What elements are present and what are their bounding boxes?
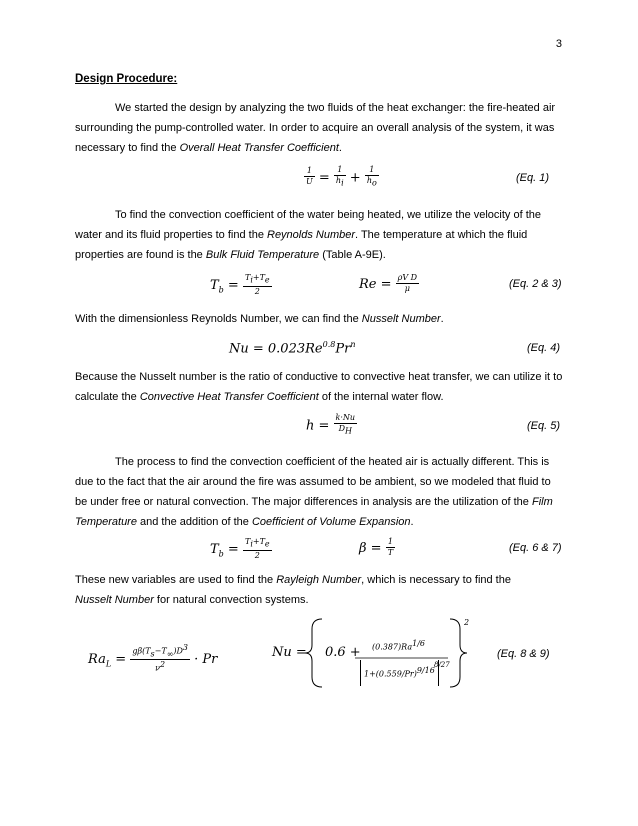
paragraph-5: The process to find the convection coefficient of the heated air is actually different. This is due to the fact that the air around the fire was assumed to be ambient, so we modeled that fluid to be under free or natural convection. The major differences in analysis are the utilization of the Film Temperature and the addition of the Coefficient of Volume Expansion. bbox=[75, 456, 553, 528]
equation-9: Nu = 0.6 + $(0.387)Ra^{1/6}$ $1+(0.559/Pr)^{9/16}$ 8/27 2 bbox=[268, 615, 478, 691]
section-heading: Design Procedure: bbox=[75, 73, 178, 85]
paragraph-3: With the dimensionless Reynolds Number, we can find the Nusselt Number. bbox=[75, 313, 444, 325]
equation-label-2-3: (Eq. 2 & 3) bbox=[509, 278, 562, 290]
equation-5: h = $\frac{k\cdot Nu}{D_H}$ bbox=[306, 413, 356, 436]
paragraph-6: These new variables are used to find the Rayleigh Number, which is necessary to find the Nusselt Number for natural convection systems. bbox=[75, 574, 511, 606]
equation-4: $Nu = 0.023Re^{0.8}Pr^n$ bbox=[229, 340, 356, 357]
equation-label-6-7: (Eq. 6 & 7) bbox=[509, 542, 562, 554]
paragraph-1: We started the design by analyzing the two fluids of the heat exchanger: the fire-heated air surrounding the pump-controlled water. In order to acquire an overall analysis of the system, it was necessary to find the Overall Heat Transfer Coefficient. bbox=[75, 102, 556, 154]
equation-3: Re = $\frac{\text{ρV D}}{\mu}$ bbox=[359, 273, 418, 293]
equation-label-5: (Eq. 5) bbox=[527, 420, 561, 432]
equation-label-1: (Eq. 1) bbox=[516, 172, 550, 184]
equation-2: $T_b$ = $\frac{T_i+T_e}{2}$ bbox=[210, 273, 270, 296]
equation-label-8-9: (Eq. 8 & 9) bbox=[497, 648, 550, 660]
equation-6: $T_b$ = $\frac{T_i+T_e}{2}$ bbox=[210, 537, 270, 560]
paragraph-2: To find the convection coefficient of the water being heated, we utilize the velocity of the water and its fluid properties to find the Reynolds Number. The temperature at which the fluid properties are found is the Bulk Fluid Temperature (Table A-9E). bbox=[75, 209, 542, 261]
equation-label-4: (Eq. 4) bbox=[527, 342, 561, 354]
page-number: 3 bbox=[555, 38, 562, 50]
equation-1: $\frac{1}{U}$ = $\frac{1}{h_i}$ + $\frac{1}{h_o}$ bbox=[306, 165, 377, 188]
paragraph-4: Because the Nusselt number is the ratio of conductive to convective heat transfer, we can utilize it to calculate the Convective Heat Transfer Coefficient of the internal water flow. bbox=[75, 371, 563, 403]
equation-7: β = $\frac{1}{T}$ bbox=[359, 537, 394, 557]
equation-8: $Ra_L$ = $\frac{g\beta(T_s-T_\infty)D^3}{\nu^2}$ · Pr bbox=[88, 643, 218, 673]
